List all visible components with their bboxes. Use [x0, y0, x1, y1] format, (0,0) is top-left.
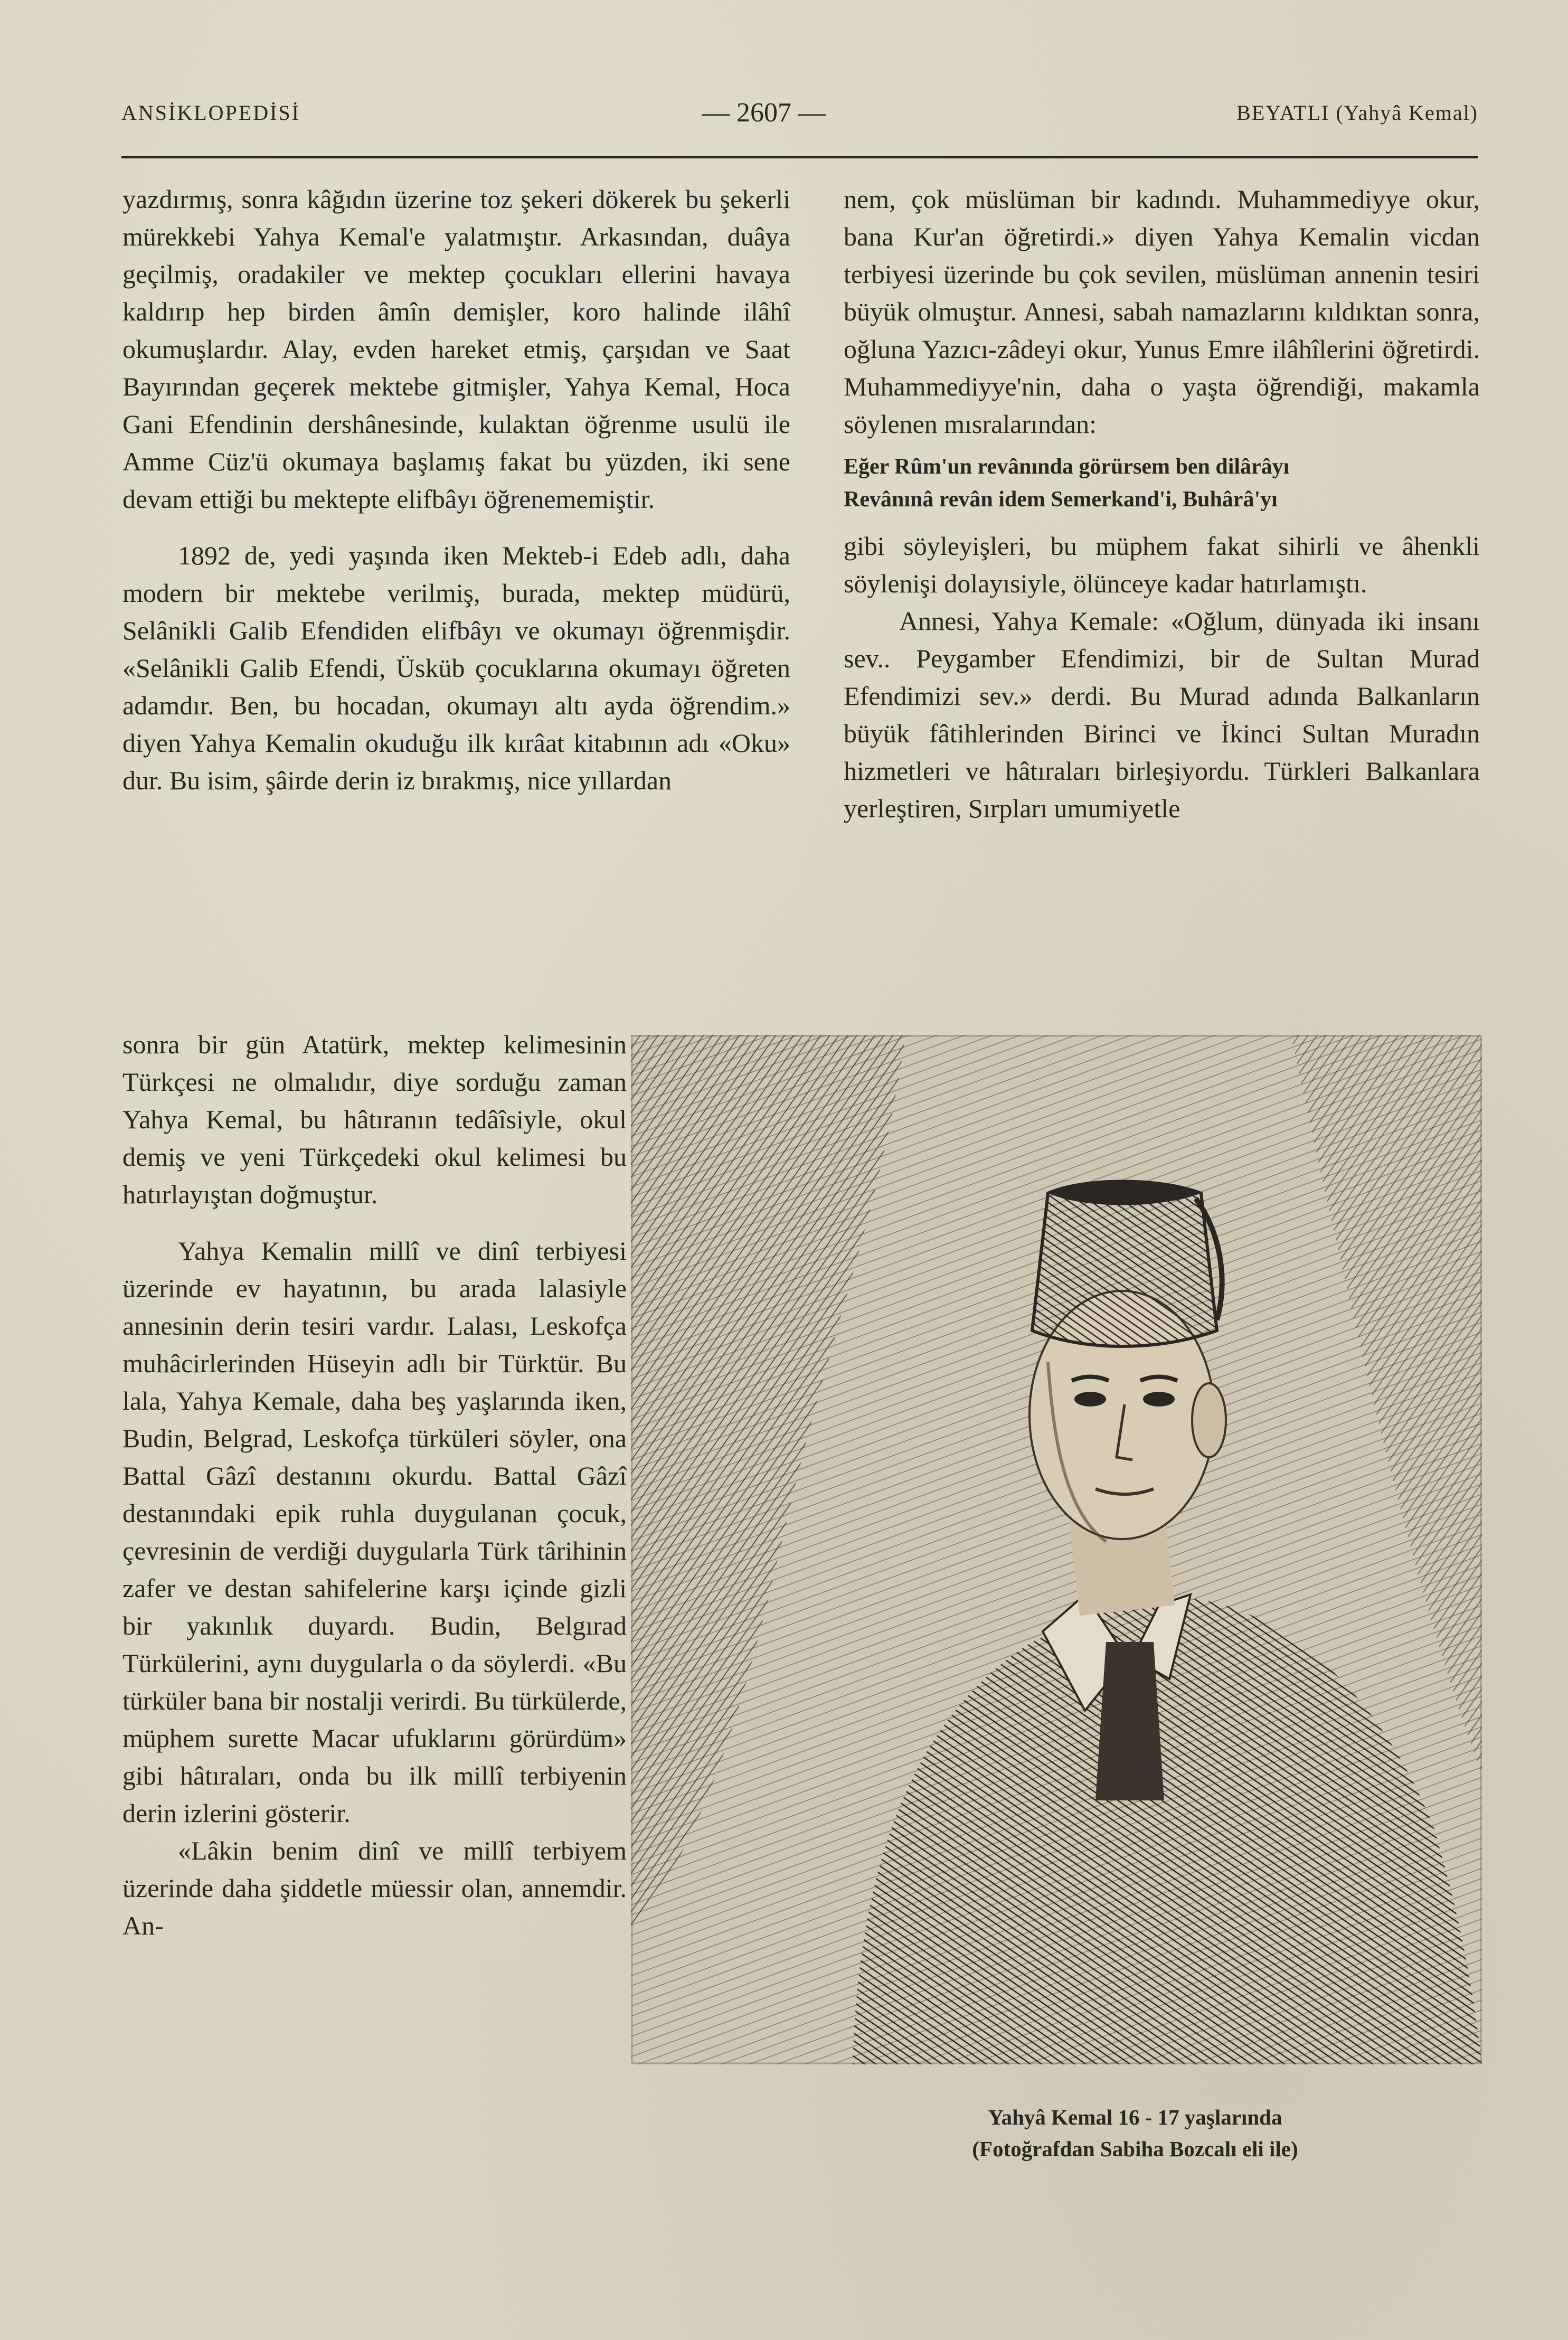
verse-couplet [844, 450, 1480, 516]
verse-line-2: Revânınâ revân idem Semerkand'i, Buhârâ'yı [844, 487, 1278, 512]
left-column-top [122, 181, 790, 799]
caption-line-2: (Fotoğrafdan Sabiha Bozcalı eli ile) [972, 2137, 1298, 2161]
paragraph-soyleyisleri: gibi söyleyişleri, bu müphem fakat sihirli ve âhenkli söylenişi dolayısiyle, ölünceye kadar hatırlamıştı. [844, 531, 1480, 598]
left-column-bottom [122, 1026, 627, 1945]
header-rule [121, 156, 1478, 158]
caption-line-1: Yahyâ Kemal 16 - 17 yaşlarında [988, 2105, 1282, 2129]
paragraph-millî-terbiye: Yahya Kemalin millî ve dinî terbiyesi üzerinde ev hayatının, bu arada lalasiyle annesinin derin tesiri vardır. Lalası, Leskofça muhâcirlerinden Hüseyin adlı bir Türktür. Bu lala, Yahya Kemale, daha beş yaşlarında iken, Budin, Belgrad, Leskofça türküleri söyler, ona Battal Gâzî destanını okurdu. Battal Gâzî destanındaki epik ruhla duygulanan çocuk, çevresinin de verdiği duygularla Türk târihinin zafer ve destan sahifelerine karşı içinde gizli bir yakınlık duyardı. Budin, Belgırad Türkülerini, aynı duygularla o da söylerdi. «Bu türküler bana bir nostalji verirdi. Bu türkülerde, müphem surette Macar ufuklarını görürdüm» gibi hâtıraları, onda bu ilk millî terbiyenin derin izlerini gösterir. [122, 1236, 627, 1828]
paragraph-annesi-muslim: nem, çok müslüman bir kadındı. Muhammediyye okur, bana Kur'an öğretirdi.» diyen Yahya Kemalin vicdan terbiyesi üzerinde bu çok sevilen, müslüman annenin tesiri büyük olmuştur. Annesi, sabah namazlarını kıldıktan sonra, oğluna Yazıcı-zâdeyi okur, Yunus Emre ilâhîlerini öğretirdi. Muhammediyye'nin, daha o yaşta öğrendiği, makamla söylenen mısralarından: [844, 184, 1480, 439]
paragraph-1892: 1892 de, yedi yaşında iken Mekteb-i Edeb adlı, daha modern bir mektebe verilmiş, burada, mektep müdürü, Selânikli Galib Efendiden elifbâyı ve okumayı öğrenmişdir. «Selânikli Galib Efendi, Üsküb çocuklarına okumayı öğreten adamdır. Ben, bu hocadan, okumayı altı ayda öğrendim.» diyen Yahya Kemalin okuduğu ilk kırâat kitabının adı «Oku» dur. Bu isim, şâirde derin iz bırakmış, nice yıllardan [122, 541, 790, 795]
paragraph-alay: yazdırmış, sonra kâğıdın üzerine toz şekeri dökerek bu şekerli mürekkebi Yahya Kemal'e yalatmıştır. Arkasından, duâya geçilmiş, oradakiler ve mektep çocukları ellerini havaya kaldırıp hep birden âmîn demişler, koro halinde ilâhî okumuşlardır. Alay, evden hareket etmiş, çarşıdan ve Saat Bayırından geçerek mektebe gitmişler, Yahya Kemal, Hoca Gani Efendinin dershânesinde, kulaktan öğrenme usulü ile Amme Cüz'ü okumaya başlamış fakat bu yüzden, iki sene devam ettiği bu mektepte elifbâyı öğrenememiştir. [122, 184, 790, 514]
paragraph-sultan-murad: Annesi, Yahya Kemale: «Oğlum, dünyada iki insanı sev.. Peygamber Efendimizi, bir de Sultan Murad Efendimizi sev.» derdi. Bu Murad adında Balkanların büyük fâtihlerinden Birinci ve İkinci Sultan Muradın hizmetleri ve hâtıraları birleşiyordu. Türkleri Balkanlara yerleştiren, Sırpları umumiyetle [844, 606, 1480, 823]
paragraph-annem: «Lâkin benim dinî ve millî terbiyem üzerinde daha şiddetle müessir olan, annemdir. An- [122, 1836, 627, 1940]
paragraph-okul: sonra bir gün Atatürk, mektep kelimesinin Türkçesi ne olmalıdır, diye sorduğu zaman Yahya Kemal, bu hâtıranın tedâîsiyle, okul demiş ve yeni Türkçedeki okul kelimesi bu hatırlayıştan doğmuştur. [122, 1030, 627, 1209]
header-article-title: BEYATLI (Yahyâ Kemal) [1236, 101, 1478, 125]
header-encyclopedia-title: ANSİKLOPEDİSİ [121, 101, 300, 125]
verse-line-1: Eğer Rûm'un revânında görürsem ben dilârâyı [844, 455, 1290, 479]
portrait-caption [792, 2101, 1478, 2165]
right-column-top [844, 181, 1480, 827]
header-page-number: — 2607 — [702, 98, 826, 128]
page-header [121, 100, 1478, 137]
portrait-engraving [631, 1035, 1482, 2064]
